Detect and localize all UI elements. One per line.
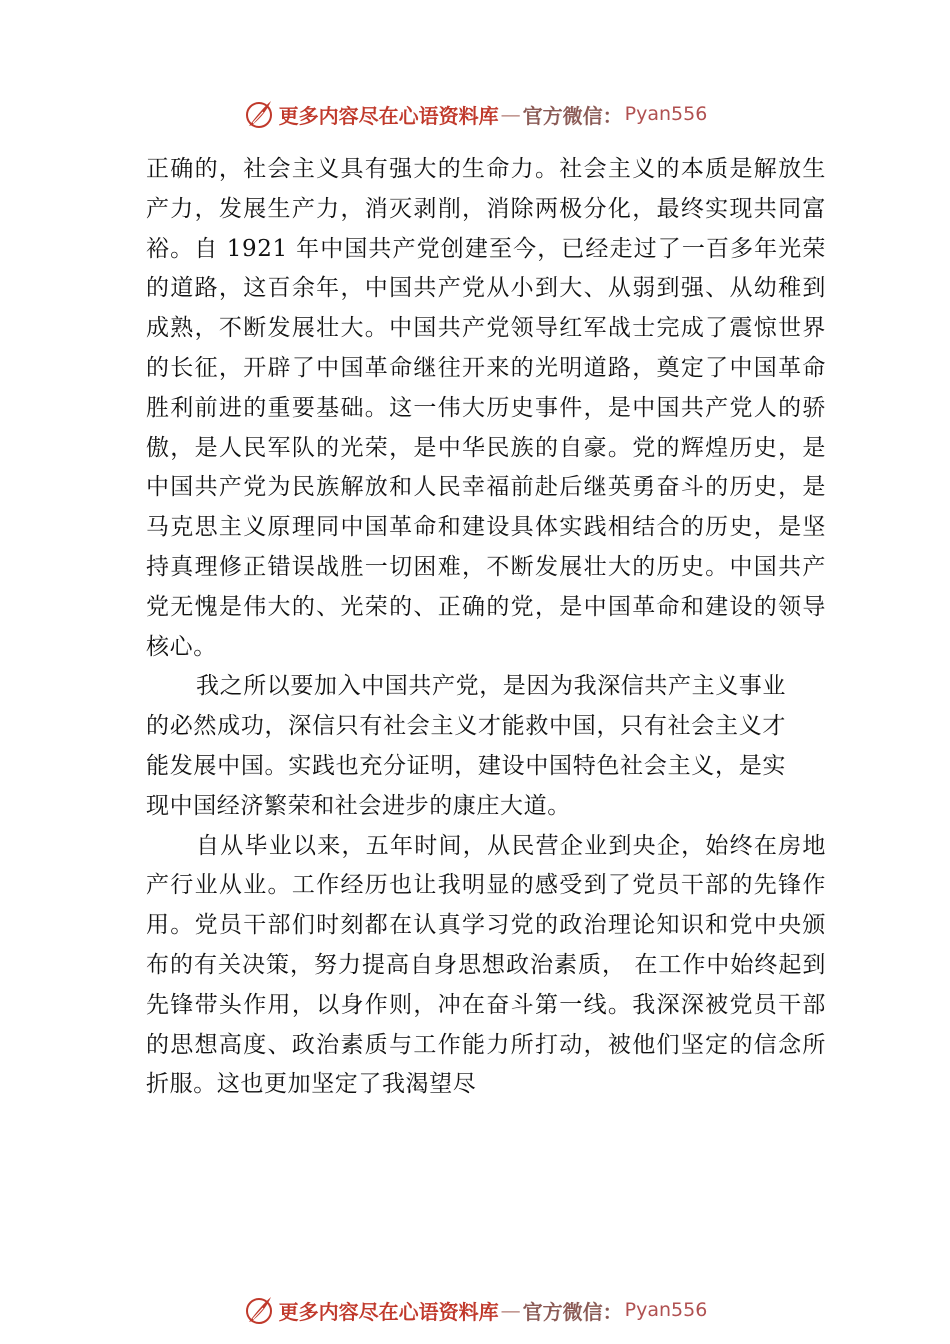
body-paragraph-3: 自从毕业以来，五年时间，从民营企业到央企，始终在房地产行业从业。工作经历也让我明显的感受到了党员干部的先锋作用。党员干部们时刻都在认真学习党的政治理论知识和党中央颁布的有关决策，努力提高自身思想政治素质， 在工作中始终起到先锋带头作用，以身作则，冲在奋斗第一线。我深深被党员干部的思想高度、政治素质与工作能力所打动，被他们坚定的信念所折服。这也更加坚定了我渴望尽 (146, 832, 826, 1098)
header-wechat-id: Pyan556 (624, 103, 708, 125)
footer-brand-text: 更多内容尽在心语资料库 (278, 1299, 499, 1324)
footer-banner (0, 1292, 950, 1328)
header-brand-text: 更多内容尽在心语资料库 (278, 103, 499, 128)
body-paragraph-1: 正确的，社会主义具有强大的生命力。社会主义的本质是解放生产力，发展生产力，消灭剥削，消除两极分化，最终实现共同富裕。自 1921 年中国共产党创建至今，已经走过了一百多年光荣的道路，这百余年，中国共产党从小到大、从弱到强、从幼稚到成熟，不断发展壮大。中国共产党领导红军战士完成了震惊世界的长征，开辟了中国革命继往开来的光明道路，奠定了中国革命胜利前进的重要基础。这一伟大历史事件，是中国共产党人的骄傲，是人民军队的光荣，是中华民族的自豪。党的辉煌历史，是中国共产党为民族解放和人民幸福前赴后继英勇奋斗的历史，是马克思主义原理同中国革命和建设具体实践相结合的历史，是坚持真理修正错误战胜一切困难，不断发展壮大的历史。中国共产党无愧是伟大的、光荣的、正确的党，是中国革命和建设的领导核心。 (146, 156, 826, 660)
document-body (146, 150, 826, 1105)
footer-separator: — (500, 1298, 521, 1322)
footer-wechat-id: Pyan556 (624, 1299, 708, 1321)
body-paragraph-2: 我之所以要加入中国共产党，是因为我深信共产主义事业的必然成功，深信只有社会主义才能救中国，只有社会主义才能发展中国。实践也充分证明，建设中国特色社会主义，是实现中国经济繁荣和社会进步的康庄大道。 (146, 673, 786, 819)
header-banner (0, 96, 950, 132)
footer-wechat-label: 官方微信： (522, 1299, 623, 1324)
header-separator: — (500, 102, 521, 126)
header-wechat-label: 官方微信： (522, 103, 623, 128)
quill-logo-icon (243, 1294, 275, 1326)
quill-logo-icon (243, 98, 275, 130)
